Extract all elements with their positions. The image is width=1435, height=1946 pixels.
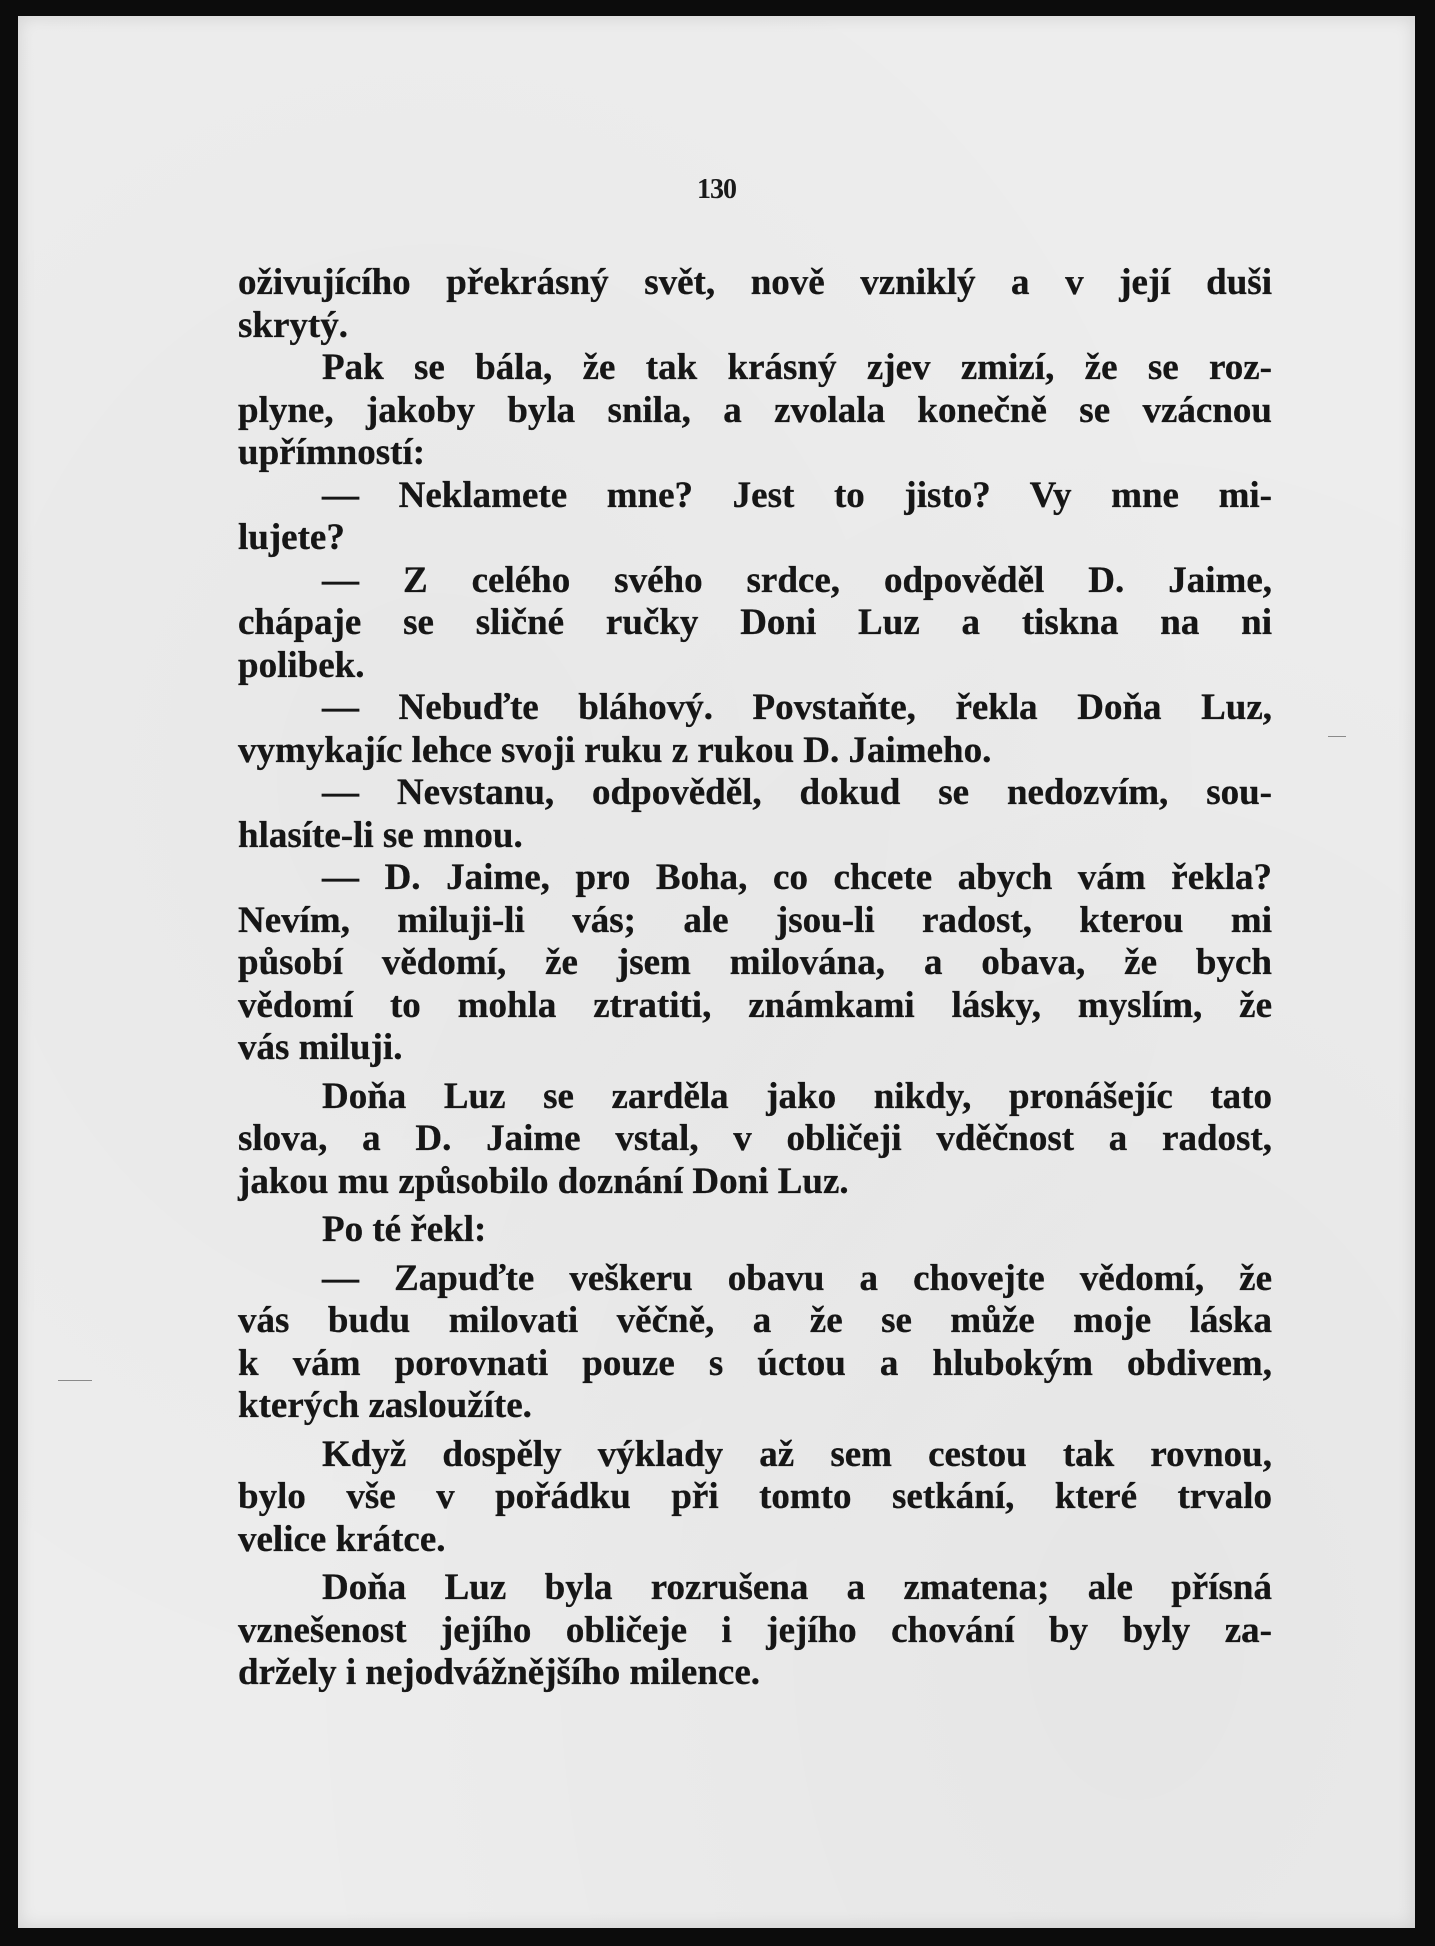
text-line: oživujícího překrásný svět, nově vzniklý a v její duši <box>238 262 1272 303</box>
text-line: kterých zasloužíte. <box>238 1385 532 1426</box>
text-line: velice krátce. <box>238 1518 446 1560</box>
text-line: bylo vše v pořádku při tomto setkání, které trvalo <box>238 1476 1272 1517</box>
text-line: Nevím, miluji-li vás; ale jsou-li radost, kterou mi <box>238 899 1272 941</box>
text-line: — D. Jaime, pro Boha, co chcete abych vám řekla? <box>322 857 1272 898</box>
text-line: chápaje se sličné ručky Doni Luz a tiskna na ni <box>238 602 1272 643</box>
text-line: — Nebuďte bláhový. Povstaňte, řekla Doňa Luz, <box>322 687 1272 728</box>
text-line: hlasíte-li se mnou. <box>238 814 523 856</box>
text-line: vás miluji. <box>238 1027 403 1068</box>
text-line: Když dospěly výklady až sem cestou tak rovnou, <box>322 1433 1272 1475</box>
text-line: — Neklamete mne? Jest to jisto? Vy mne mi- <box>322 474 1272 516</box>
text-line: jakou mu způsobilo doznání Doni Luz. <box>238 1160 849 1202</box>
book-page <box>18 16 1415 1928</box>
body-text <box>238 262 1272 1695</box>
text-line: plyne, jakoby byla snila, a zvolala konečně se vzácnou <box>238 389 1272 431</box>
margin-mark <box>58 1380 92 1381</box>
text-line: slova, a D. Jaime vstal, v obličeji vděčnost a radost, <box>238 1118 1272 1159</box>
text-line: vědomí to mohla ztratiti, známkami lásky, myslím, že <box>238 984 1272 1026</box>
text-line: Po té řekl: <box>322 1209 487 1250</box>
text-line: upřímností: <box>238 432 426 473</box>
text-line: držely i nejodvážnějšího milence. <box>238 1652 761 1693</box>
text-line: Pak se bála, že tak krásný zjev zmizí, že se roz- <box>322 347 1272 388</box>
text-line: vznešenost jejího obličeje i jejího chování by byly za- <box>238 1609 1272 1651</box>
text-line: — Nevstanu, odpověděl, dokud se nedozvím, sou- <box>322 772 1272 813</box>
text-line: vymykajíc lehce svoji ruku z rukou D. Jaimeho. <box>238 729 992 771</box>
text-line: lujete? <box>238 517 345 558</box>
text-line: — Zapuďte veškeru obavu a chovejte vědomí, že <box>322 1257 1272 1299</box>
text-line: — Z celého svého srdce, odpověděl D. Jaime, <box>322 559 1272 601</box>
text-line: vás budu milovati věčně, a že se může moje láska <box>238 1300 1272 1341</box>
text-line: Doňa Luz se zarděla jako nikdy, pronášejíc tato <box>322 1075 1272 1117</box>
margin-mark <box>1328 736 1346 737</box>
page-number: 130 <box>697 174 736 205</box>
text-line: působí vědomí, že jsem milována, a obava, že bych <box>238 942 1272 983</box>
text-line: k vám porovnati pouze s úctou a hlubokým obdivem, <box>238 1342 1272 1384</box>
text-line: Doňa Luz byla rozrušena a zmatena; ale přísná <box>322 1567 1272 1608</box>
text-line: polibek. <box>238 644 365 686</box>
text-line: skrytý. <box>238 304 348 346</box>
